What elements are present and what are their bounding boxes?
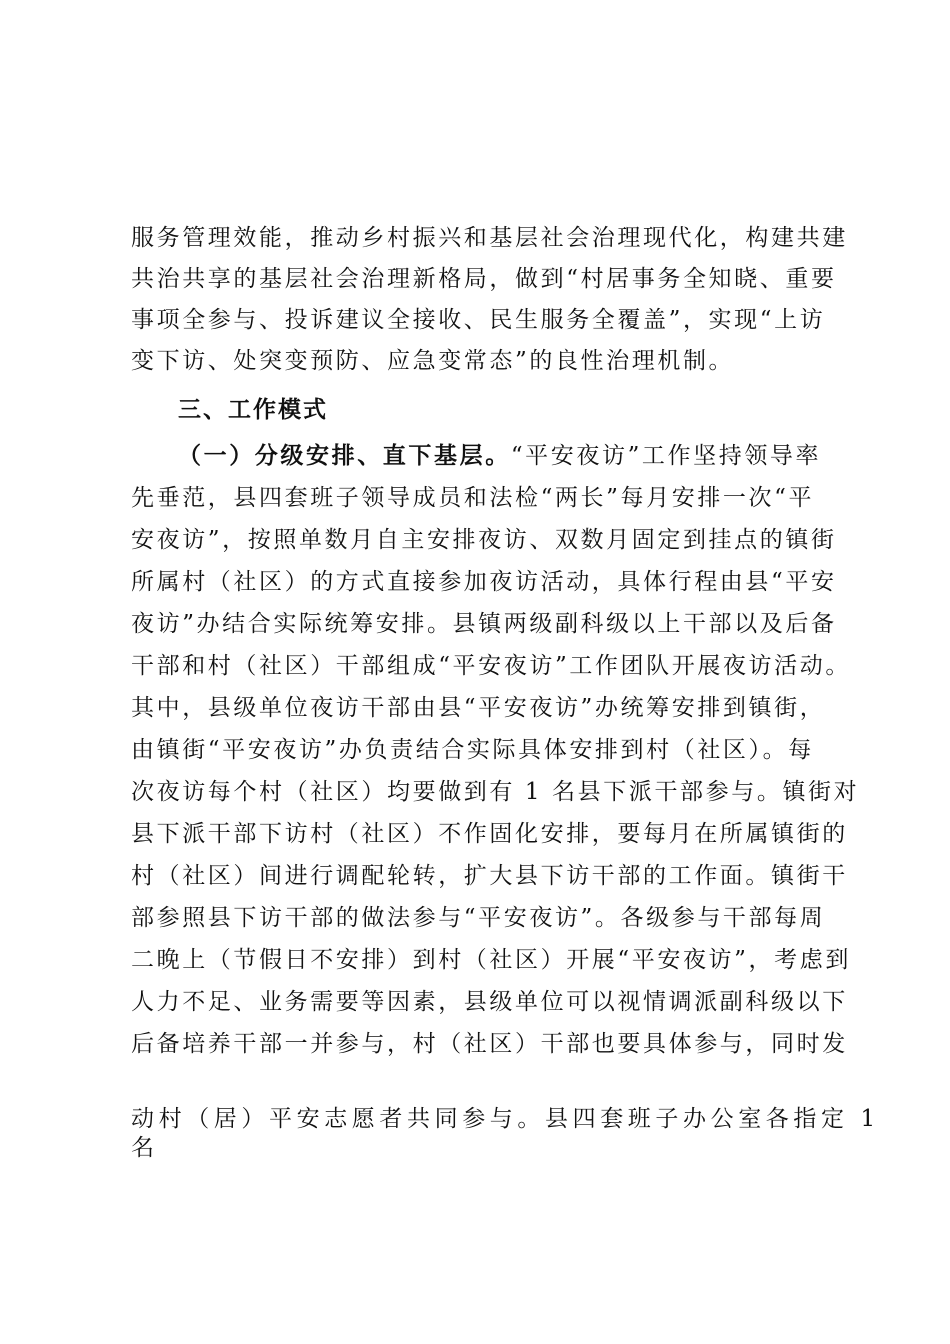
body-line-12: 二晚上（节假日不安排）到村（社区）开展“平安夜访”，考虑到 bbox=[131, 947, 851, 973]
body-line-1: 先垂范，县四套班子领导成员和法检“两长”每月安排一次“平 bbox=[131, 485, 815, 511]
body-line-4: 夜访”办结合实际统筹安排。县镇两级副科级以上干部以及后备 bbox=[131, 611, 837, 637]
body-line-14: 后备培养干部一并参与，村（社区）干部也要具体参与，同时发 bbox=[131, 1031, 848, 1057]
body-line-16: 名 bbox=[131, 1135, 157, 1161]
intro-line-2: 共治共享的基层社会治理新格局，做到“村居事务全知晓、重要 bbox=[131, 266, 837, 292]
body-line-6: 其中，县级单位夜访干部由县“平安夜访”办统筹安排到镇街， bbox=[131, 695, 826, 721]
subsection-first-line-rest: “平安夜访”工作坚持领导率 bbox=[510, 443, 822, 469]
body-line-13: 人力不足、业务需要等因素，县级单位可以视情调派副科级以下 bbox=[131, 989, 848, 1015]
body-line-8: 次夜访每个村（社区）均要做到有 1 名县下派干部参与。镇街对 bbox=[131, 779, 860, 805]
intro-line-1: 服务管理效能，推动乡村振兴和基层社会治理现代化，构建共建 bbox=[131, 225, 848, 251]
body-line-11: 部参照县下访干部的做法参与“平安夜访”。各级参与干部每周 bbox=[131, 905, 826, 931]
body-line-15: 动村（居）平安志愿者共同参与。县四套班子办公室各指定 1 bbox=[131, 1106, 880, 1132]
intro-line-3: 事项全参与、投诉建议全接收、民生服务全覆盖”，实现“上访 bbox=[131, 307, 826, 333]
body-line-5: 干部和村（社区）干部组成“平安夜访”工作团队开展夜访活动。 bbox=[131, 653, 851, 679]
intro-line-4: 变下访、处突变预防、应急变常态”的良性治理机制。 bbox=[131, 348, 735, 374]
body-line-10: 村（社区）间进行调配轮转，扩大县下访干部的工作面。镇街干 bbox=[131, 863, 848, 889]
subsection-title: （一）分级安排、直下基层。 bbox=[178, 443, 511, 469]
body-line-9: 县下派干部下访村（社区）不作固化安排，要每月在所属镇街的 bbox=[131, 821, 848, 847]
subsection-first-line bbox=[178, 441, 838, 471]
body-line-3: 所属村（社区）的方式直接参加夜访活动，具体行程由县“平安 bbox=[131, 569, 837, 595]
body-line-7: 由镇街“平安夜访”办负责结合实际具体安排到村（社区）。每 bbox=[131, 737, 814, 763]
section-heading: 三、工作模式 bbox=[178, 397, 328, 423]
body-line-2: 安夜访”，按照单数月自主安排夜访、双数月固定到挂点的镇街 bbox=[131, 527, 837, 553]
